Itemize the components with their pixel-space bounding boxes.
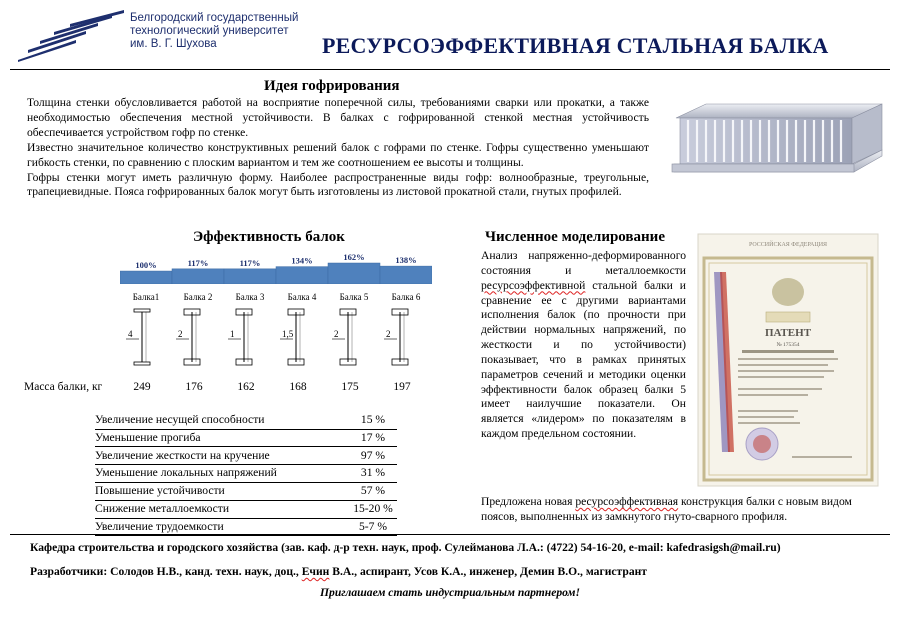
patent-word: ПАТЕНТ xyxy=(764,327,812,339)
benefit-row xyxy=(95,466,415,482)
efficiency-bar-chart xyxy=(120,244,432,284)
beam-mass-value: 168 xyxy=(289,381,307,393)
developers-info xyxy=(30,565,647,578)
benefit-value: 15 % xyxy=(360,413,386,426)
benefit-row-divider xyxy=(95,464,397,465)
beam-bottom-flange xyxy=(134,362,150,365)
chart-category-labels xyxy=(120,290,432,304)
benefit-row xyxy=(95,484,415,500)
benefit-label: Повышение устойчивости xyxy=(95,484,225,498)
developers-text-part: Разработчики: Солодов Н.В., канд. техн. наук, доц., xyxy=(30,565,302,578)
university-line: технологический университет xyxy=(130,25,289,37)
idea-paragraph: Известно значительное количество конструктивных решений балок с гофрами по стенке. Гофры существенно уменьшают гибкость стенки, по сравнению с плоским вариантом и тем же соотношением ее высоты и толщины. xyxy=(27,140,649,169)
web-thickness-label: 2 xyxy=(386,329,391,339)
chart-value-label: 162% xyxy=(343,252,365,262)
proposal-text-part: конструкция балки с новым видом поясов, выполненных из замкнутого гнуто-сварного профиля. xyxy=(481,495,852,523)
mass-label: Масса балки, кг xyxy=(24,381,103,393)
simulation-text-part: стальной балки и сравнение ее с другими вариантами исполнения балок (по прочности при действии нормальных напряжений, по жесткости и по устойчивости) показывает, что в рамках принятых параметров сечений и методики оценки эффективности балок образец балки 5 имеет наилучшие показатели. Он является «лидером» по показателям в каждом предельном состоянии. xyxy=(481,278,686,441)
benefit-value: 97 % xyxy=(360,448,386,462)
university-line: им. В. Г. Шухова xyxy=(130,38,217,50)
beam-mass-value: 176 xyxy=(185,381,203,393)
simulation-text-part: Анализ напряженно-деформированного состояния и металлоемкости xyxy=(481,249,686,277)
chart-value-label: 138% xyxy=(395,255,417,266)
chart-bar xyxy=(328,263,380,284)
chart-category-label: Балка 3 xyxy=(235,292,265,302)
chart-bar xyxy=(276,267,328,284)
web-thickness-label: 1 xyxy=(230,329,235,339)
chart-value-label: 117% xyxy=(239,257,261,268)
benefit-row xyxy=(95,449,415,465)
benefit-row-divider xyxy=(95,500,397,501)
web-thickness-label: 1,5 xyxy=(282,329,294,339)
corrugated-beam-image xyxy=(666,94,884,186)
benefit-row-divider xyxy=(95,429,397,430)
benefit-value: 31 % xyxy=(360,466,386,480)
department-info: Кафедра строительства и городского хозяйства (зав. каф. д-р техн. наук, проф. Сулейманова Л.А.: (4722) 54-16-20, e-mail: kafedrasigsh@mail.ru) xyxy=(30,541,781,554)
simulation-title: Численное моделирование xyxy=(485,229,665,245)
benefit-value: 57 % xyxy=(360,484,386,498)
benefit-row xyxy=(95,502,415,518)
chart-bar xyxy=(224,269,276,284)
proposal-text xyxy=(481,494,881,524)
beam-mass-value: 197 xyxy=(393,381,411,393)
beam-top-flange xyxy=(134,309,150,312)
benefit-value: 5-7 % xyxy=(358,519,387,533)
benefit-row-divider xyxy=(95,535,397,536)
web-thickness-label: 2 xyxy=(334,329,339,339)
proposal-text-part: ресурсоэффективная xyxy=(575,495,679,508)
benefit-value: 15-20 % xyxy=(353,502,393,515)
university-line: Белгородский государственный xyxy=(130,12,299,24)
beam-sections xyxy=(120,303,432,373)
benefit-value: 17 % xyxy=(360,430,386,444)
chart-value-label: 100% xyxy=(135,260,157,271)
university-logo xyxy=(14,10,126,62)
chart-category-label: Балка 2 xyxy=(183,292,213,302)
benefit-label: Уменьшение локальных напряжений xyxy=(95,466,277,480)
benefit-label: Увеличение несущей способности xyxy=(95,413,265,426)
benefit-row-divider xyxy=(95,518,397,519)
partner-invitation: Приглашаем стать индустриальным партнером! xyxy=(320,586,580,599)
benefit-label: Увеличение жесткости на кручение xyxy=(95,448,270,462)
chart-category-label: Балка1 xyxy=(132,292,160,302)
patent-image xyxy=(696,232,880,488)
chart-bar xyxy=(380,266,432,284)
idea-title: Идея гофрирования xyxy=(264,78,400,94)
web-thickness-label: 4 xyxy=(128,329,133,339)
poster-title: РЕСУРСОЭФФЕКТИВНАЯ СТАЛЬНАЯ БАЛКА xyxy=(322,33,829,58)
chart-value-label: 134% xyxy=(291,255,313,266)
chart-category-label: Балка 4 xyxy=(287,292,317,302)
benefit-label: Уменьшение прогиба xyxy=(95,430,201,444)
chart-category-label: Балка 5 xyxy=(339,292,369,302)
developers-text-part: В.А., аспирант, Усов К.А., инженер, Демин В.О., магистрант xyxy=(329,565,647,578)
efficiency-title: Эффективность балок xyxy=(193,229,345,245)
beam-mass-value: 162 xyxy=(237,381,255,393)
benefit-row-divider xyxy=(95,446,397,447)
benefit-label: Увеличение трудоемкости xyxy=(95,519,224,533)
benefit-row-divider xyxy=(95,482,397,483)
developers-text-part: Ечин xyxy=(301,565,330,578)
footer-divider xyxy=(10,534,890,535)
beam-mass-value: 175 xyxy=(341,381,359,393)
proposal-text-part: Предложена новая xyxy=(481,495,576,508)
chart-bar xyxy=(172,269,224,284)
simulation-text-part: ресурсоэффективной xyxy=(481,278,586,292)
benefit-row xyxy=(95,413,415,429)
chart-category-label: Балка 6 xyxy=(391,292,421,302)
patent-number: № 175354 xyxy=(776,342,800,348)
idea-paragraph: Гофры стенки могут иметь различную форму. Наиболее распространенные виды гофр: волнообразные, треугольные, трапециевидные. Пояса гофрированных балок могут быть изготовлены из листовой прокатной стали, гнутых профилей. xyxy=(27,170,649,199)
header-divider xyxy=(10,69,890,70)
beam-mass-value: 249 xyxy=(133,381,151,393)
chart-value-label: 117% xyxy=(187,257,209,268)
benefit-label: Снижение металлоемкости xyxy=(95,502,230,515)
chart-bar xyxy=(120,271,172,284)
university-name xyxy=(130,12,298,51)
patent-country: РОССИЙСКАЯ ФЕДЕРАЦИЯ xyxy=(748,242,828,248)
web-thickness-label: 2 xyxy=(178,329,183,339)
idea-text xyxy=(27,96,649,200)
benefit-row xyxy=(95,431,415,447)
idea-paragraph: Толщина стенки обусловливается работой на восприятие поперечной силы, требованиями сварки или прокатки, а также необходимостью обеспечения местной устойчивости. В балках с гофрированной стенкой местная устойчивость обеспечивается устройством гофр по стенке. xyxy=(27,96,649,139)
simulation-text xyxy=(481,249,686,442)
